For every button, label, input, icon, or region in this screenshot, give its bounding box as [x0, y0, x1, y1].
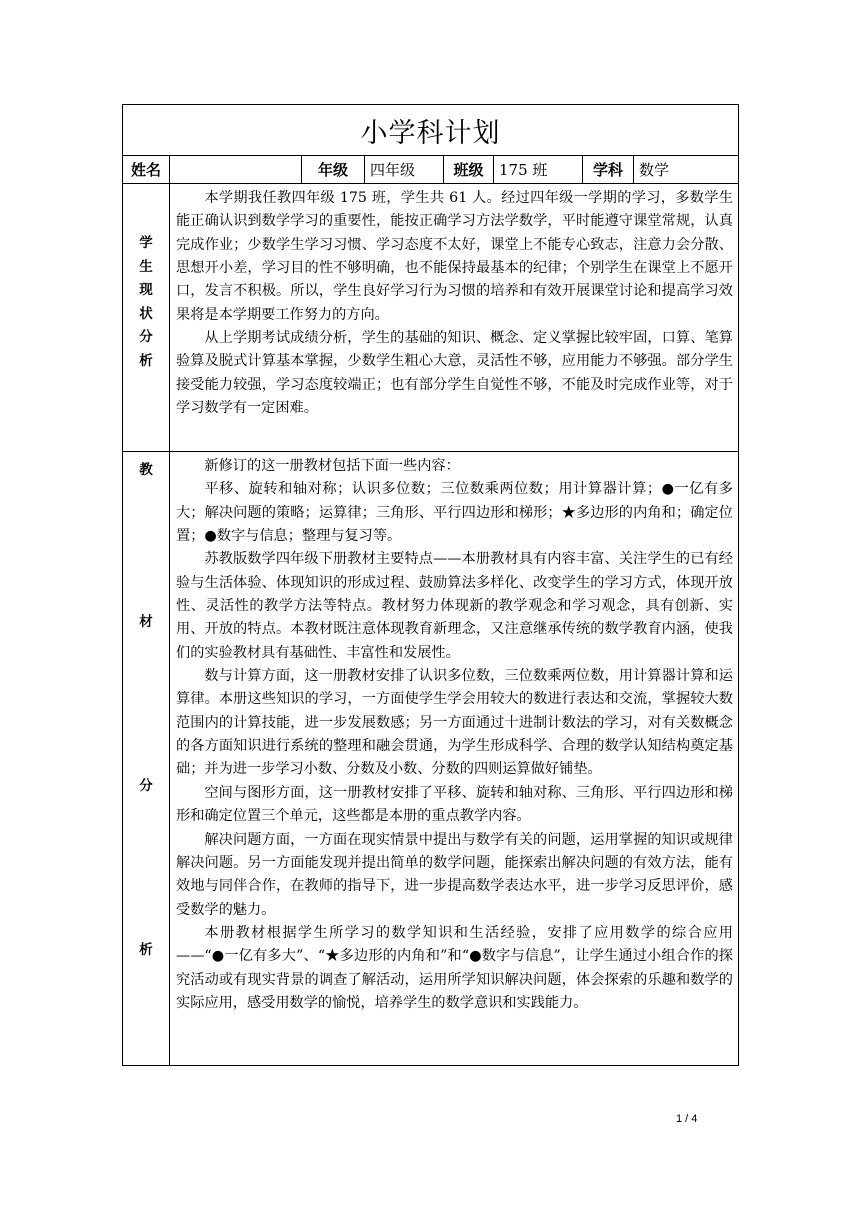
paragraph: 解决问题方面，一方面在现实情景中提出与数学有关的问题，运用掌握的知识或规律解决问题。另一方面能发现并提出简单的数学问题，能探索出解决问题的有效方法，能有效地与同伴合作，在教师的指导下，进一步提高数学表达水平，进一步学习反思评价，感受数学的魅力。 — [176, 831, 733, 918]
student-analysis-content — [170, 184, 739, 452]
page-number: 1 / 4 — [676, 1113, 698, 1125]
grade-value: 四年级 — [365, 156, 444, 184]
paragraph: 平移、旋转和轴对称；认识多位数；三位数乘两位数；用计算器计算；●一亿有多大；解决问题的策略；运算律；三角形、平行四边形和梯形；★多边形的内角和；确定位置；●数字与信息；整理与复习等。 — [176, 481, 733, 545]
name-label: 姓名 — [123, 156, 170, 184]
paragraph: 空间与图形方面，这一册教材安排了平移、旋转和轴对称、三角形、平行四边形和梯形和确定位置三个单元，这些都是本册的重点教学内容。 — [176, 784, 733, 825]
textbook-analysis-content — [170, 452, 739, 1066]
subject-value: 数学 — [634, 156, 739, 184]
textbook-analysis-row — [123, 452, 739, 1066]
textbook-analysis-label: 教 材 分 析 — [123, 452, 170, 1066]
student-analysis-row — [123, 184, 739, 452]
page-title: 小学科计划 — [123, 105, 739, 156]
paragraph: 新修订的这一册教材包括下面一些内容： — [204, 458, 460, 474]
grade-label: 年级 — [302, 156, 365, 184]
plan-table — [122, 104, 739, 1066]
class-label: 班级 — [444, 156, 494, 184]
plan-sheet — [122, 104, 738, 1066]
paragraph: 本学期我任教四年级 175 班，学生共 61 人。经过四年级一学期的学习，多数学生能正确认识到数学学习的重要性，能按正确学习方法学数学，平时能遵守课堂常规，认真完成作业；少数学生学习习惯、学习态度不太好，课堂上不能专心致志，注意力会分散、思想开小差，学习目的性不够明确，也不能保持最基本的纪律；个别学生在课堂上不愿开口，发言不积极。所以，学生良好学习行为习惯的培养和有效开展课堂讨论和提高学习效果将是本学期要工作努力的方向。 — [176, 190, 733, 323]
subject-label: 学科 — [583, 156, 634, 184]
class-value: 175 班 — [494, 156, 583, 184]
paragraph: 从上学期考试成绩分析，学生的基础的知识、概念、定义掌握比较牢固，口算、笔算验算及脱式计算基本掌握，少数学生粗心大意，灵活性不够，应用能力不够强。部分学生接受能力较强，学习态度较端正；也有部分学生自觉性不够，不能及时完成作业等，对于学习数学有一定困难。 — [176, 330, 733, 417]
name-value — [170, 156, 302, 184]
student-analysis-label: 学 生 现 状 分 析 — [123, 184, 170, 452]
paragraph: 数与计算方面，这一册教材安排了认识多位数，三位数乘两位数，用计算器计算和运算律。本册这些知识的学习，一方面使学生学会用较大的数进行表达和交流，掌握较大数范围内的计算技能，进一步发展数感；另一方面通过十进制计数法的学习，对有关数概念的各方面知识进行系统的整理和融会贯通，为学生形成科学、合理的数学认知结构奠定基础；并为进一步学习小数、分数及小数、分数的四则运算做好铺垫。 — [176, 668, 733, 778]
info-row — [123, 156, 739, 184]
paragraph: 本册教材根据学生所学习的数学知识和生活经验，安排了应用数学的综合应用——“●一亿有多大”、“★多边形的内角和”和“●数字与信息”，让学生通过小组合作的探究活动或有现实背景的调查了解活动，运用所学知识解决问题，体会探索的乐趣和数学的实际应用，感受用数学的愉悦，培养学生的数学意识和实践能力。 — [176, 924, 733, 1011]
paragraph: 苏教版数学四年级下册教材主要特点——本册教材具有内容丰富、关注学生的已有经验与生活体验、体现知识的形成过程、鼓励算法多样化、改变学生的学习方式，体现开放性、灵活性的教学方法等特点。教材努力体现新的教学观念和学习观念，具有创新、实用、开放的特点。本教材既注意体现教育新理念，又注意继承传统的数学教育内涵，使我们的实验教材具有基础性、丰富性和发展性。 — [176, 551, 733, 661]
